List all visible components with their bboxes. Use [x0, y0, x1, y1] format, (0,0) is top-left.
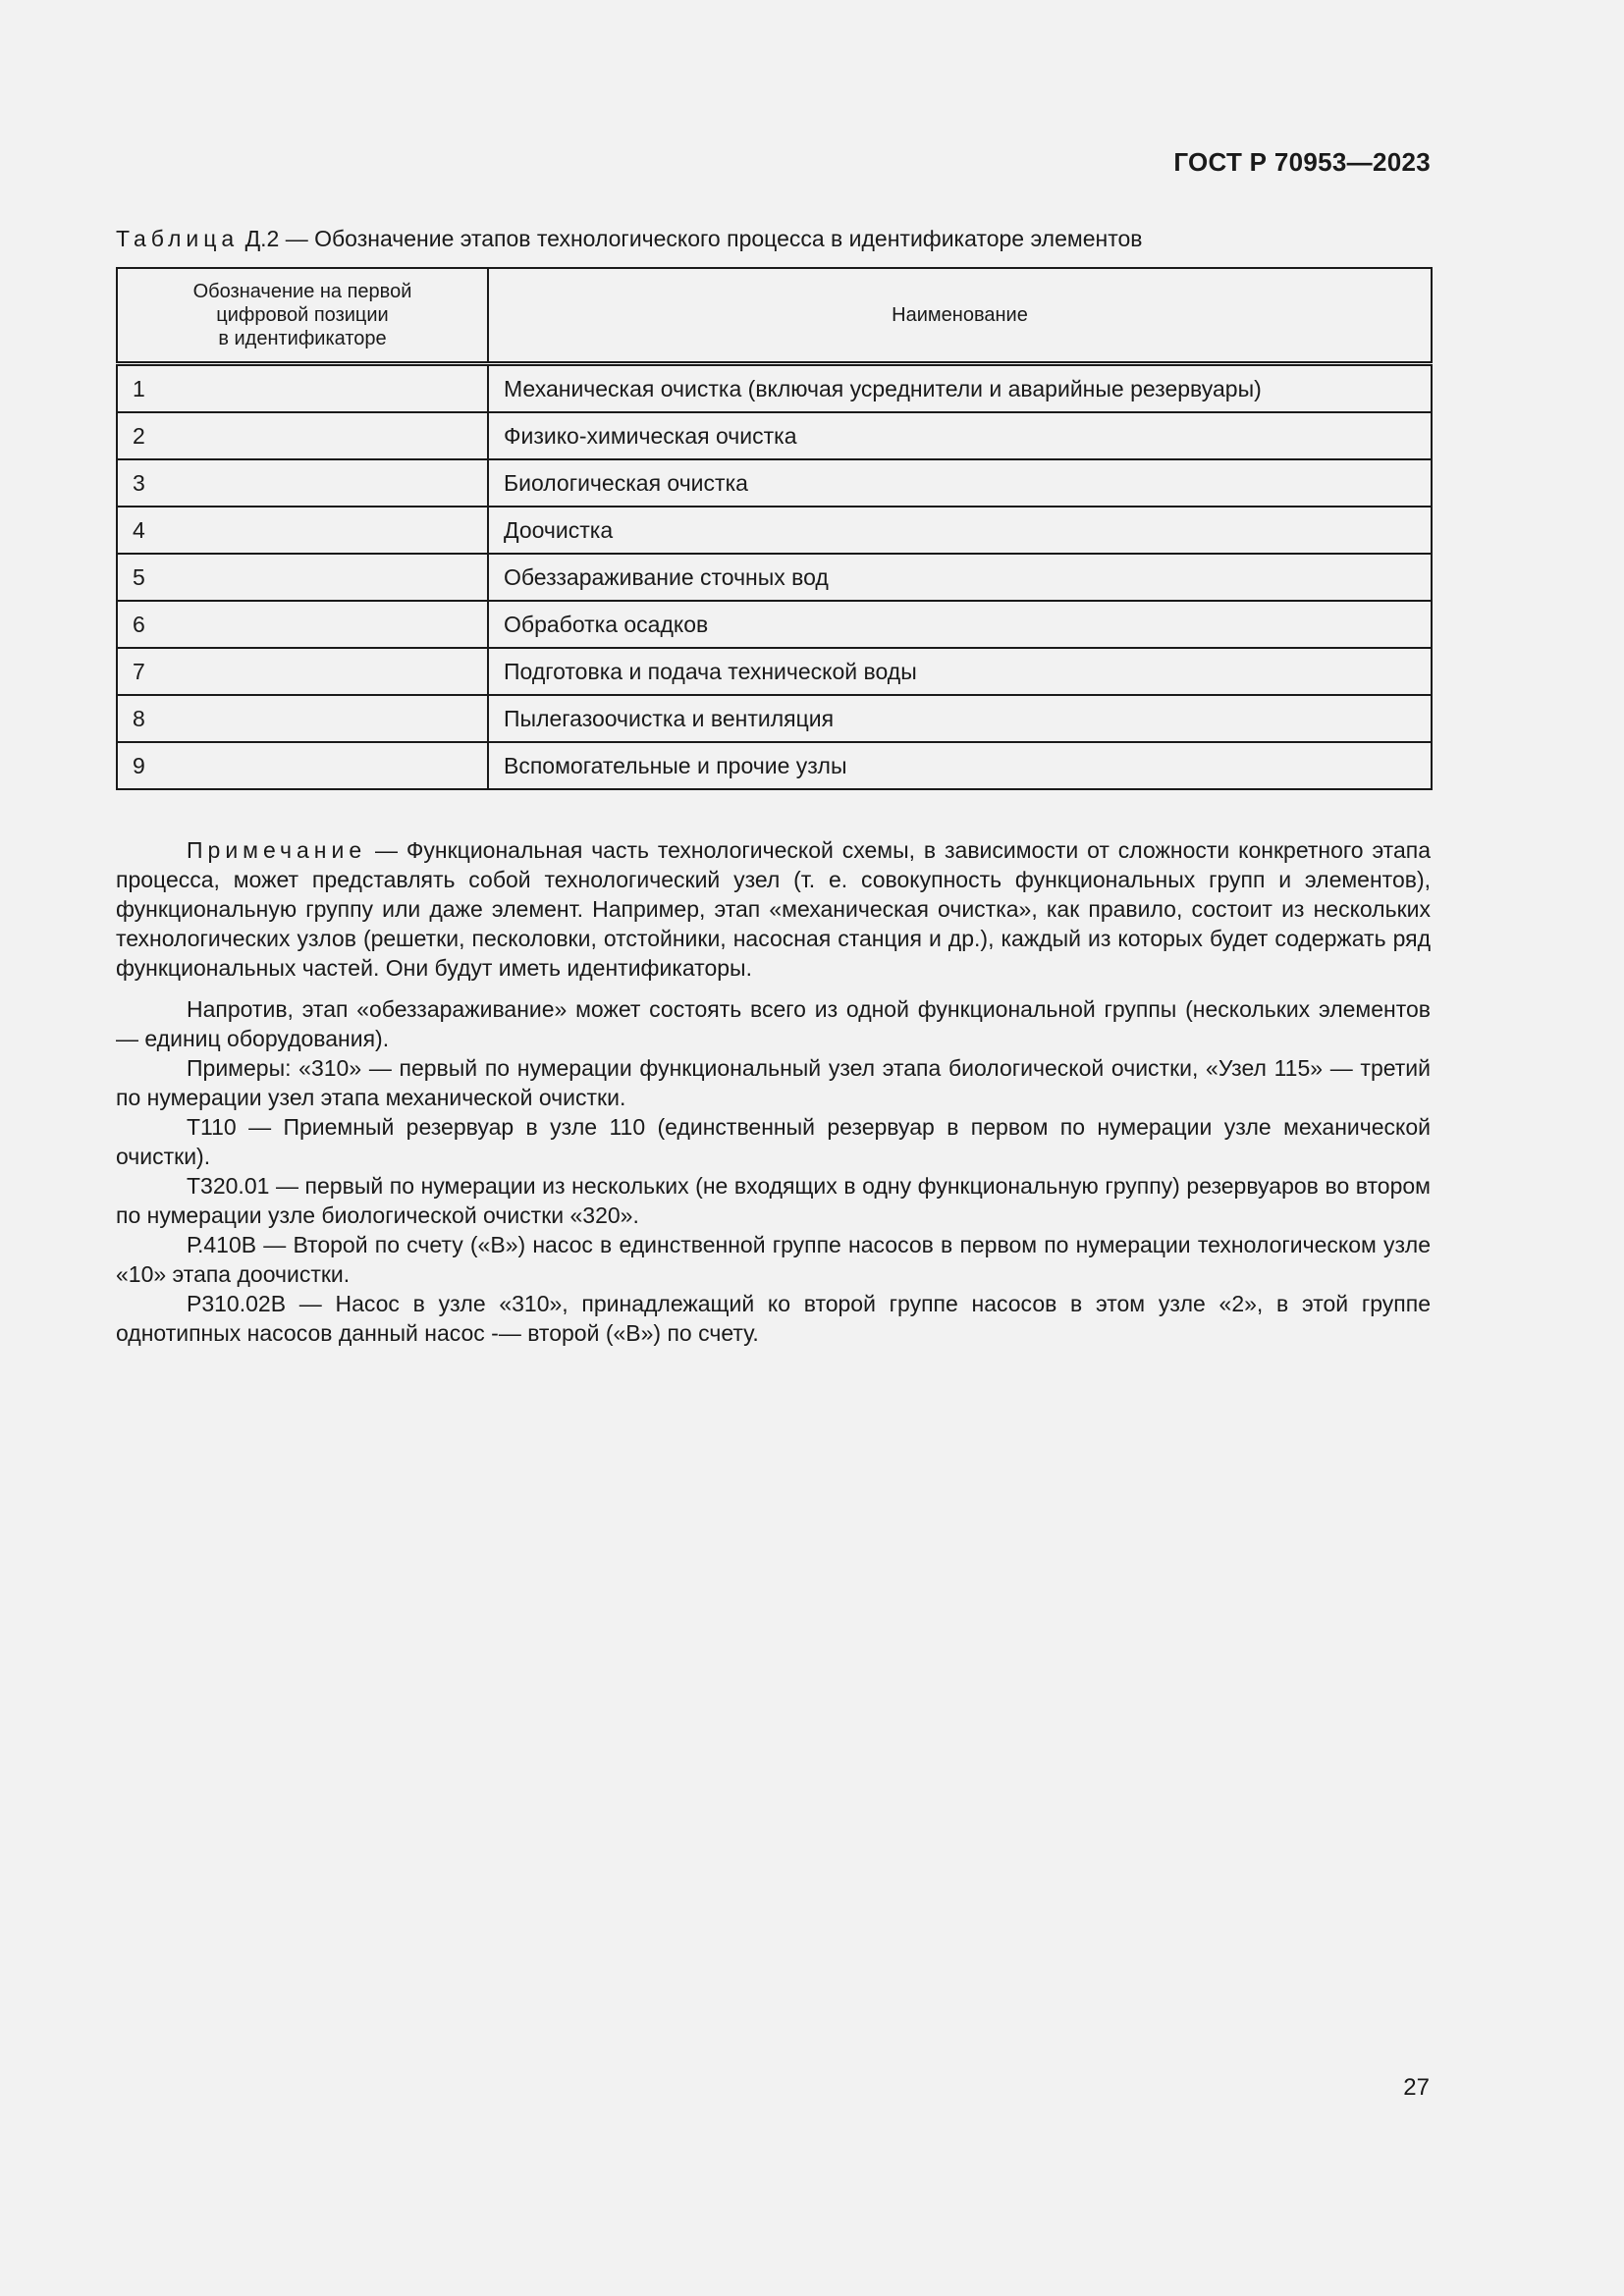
header-designation — [117, 268, 488, 364]
row-code: 7 — [117, 648, 488, 695]
row-name: Подготовка и подача технической воды — [488, 648, 1432, 695]
row-code: 4 — [117, 507, 488, 554]
note-text: — Функциональная часть технологической схемы, в зависимости от сложности конкретного этапа процесса, может представлять собой технологический узел (т. е. совокупность функциональных групп и элементов), функциональную группу или даже элемент. Например, этап «механическая очистка», как правило, состоит из нескольких технологических узлов (решетки, песколовки, отстойники, насосная станция и др.), каждый из которых будет содержать ряд функциональных частей. Они будут иметь идентификаторы. — [116, 837, 1431, 981]
body-paragraph: Т110 — Приемный резервуар в узле 110 (единственный резервуар в первом по нумерации узле механической очистки). — [116, 1114, 1431, 1169]
row-name: Физико-химическая очистка — [488, 412, 1432, 459]
header-designation-line1: Обозначение на первой — [192, 281, 412, 302]
row-code: 2 — [117, 412, 488, 459]
row-name: Механическая очистка (включая усреднители и аварийные резервуары) — [488, 364, 1432, 413]
row-code: 9 — [117, 742, 488, 789]
row-name: Обеззараживание сточных вод — [488, 554, 1432, 601]
stages-table — [116, 267, 1433, 790]
table-caption-label: Таблица — [116, 226, 240, 251]
table-row — [117, 507, 1432, 554]
body-paragraph: Примеры: «310» — первый по нумерации функциональный узел этапа биологической очистки, «Узел 115» — третий по нумерации узел этапа механической очистки. — [116, 1055, 1431, 1110]
row-name: Обработка осадков — [488, 601, 1432, 648]
document-code: ГОСТ Р 70953—2023 — [1173, 147, 1431, 177]
page-number: 27 — [1403, 2074, 1430, 2101]
row-code: 6 — [117, 601, 488, 648]
row-name: Доочистка — [488, 507, 1432, 554]
table-row — [117, 742, 1432, 789]
table-row — [117, 601, 1432, 648]
body-paragraph: Р.410В — Второй по счету («В») насос в единственной группе насосов в первом по нумерации технологическом узле «10» этапа доочистки. — [116, 1232, 1431, 1287]
table-header-row — [117, 268, 1432, 364]
row-name: Биологическая очистка — [488, 459, 1432, 507]
row-code: 3 — [117, 459, 488, 507]
note-block — [116, 835, 1431, 1348]
body-paragraph: Р310.02В — Насос в узле «310», принадлежащий ко второй группе насосов в этом узле «2», в этой группе однотипных насосов данный насос -— второй («В») по счету. — [116, 1291, 1431, 1346]
row-code: 8 — [117, 695, 488, 742]
table-caption-text: Д.2 — Обозначение этапов технологического процесса в идентификаторе элементов — [239, 226, 1143, 251]
table-row — [117, 364, 1432, 413]
note-label: Примечание — [187, 837, 367, 863]
row-name: Пылегазоочистка и вентиляция — [488, 695, 1432, 742]
header-designation-line3: в идентификаторе — [218, 328, 387, 349]
body-paragraph: Т320.01 — первый по нумерации из нескольких (не входящих в одну функциональную группу) резервуаров во втором по нумерации узле биологической очистки «320». — [116, 1173, 1431, 1228]
header-designation-line2: цифровой позиции — [216, 304, 389, 326]
row-name: Вспомогательные и прочие узлы — [488, 742, 1432, 789]
note-paragraph — [116, 835, 1431, 983]
table-row — [117, 412, 1432, 459]
table-row — [117, 695, 1432, 742]
table-row — [117, 554, 1432, 601]
header-name: Наименование — [488, 268, 1432, 364]
row-code: 5 — [117, 554, 488, 601]
body-paragraph: Напротив, этап «обеззараживание» может состоять всего из одной функциональной группы (нескольких элементов — единиц оборудования). — [116, 996, 1431, 1051]
row-code: 1 — [117, 364, 488, 413]
table-caption — [116, 226, 1143, 252]
table-row — [117, 459, 1432, 507]
table-row — [117, 648, 1432, 695]
